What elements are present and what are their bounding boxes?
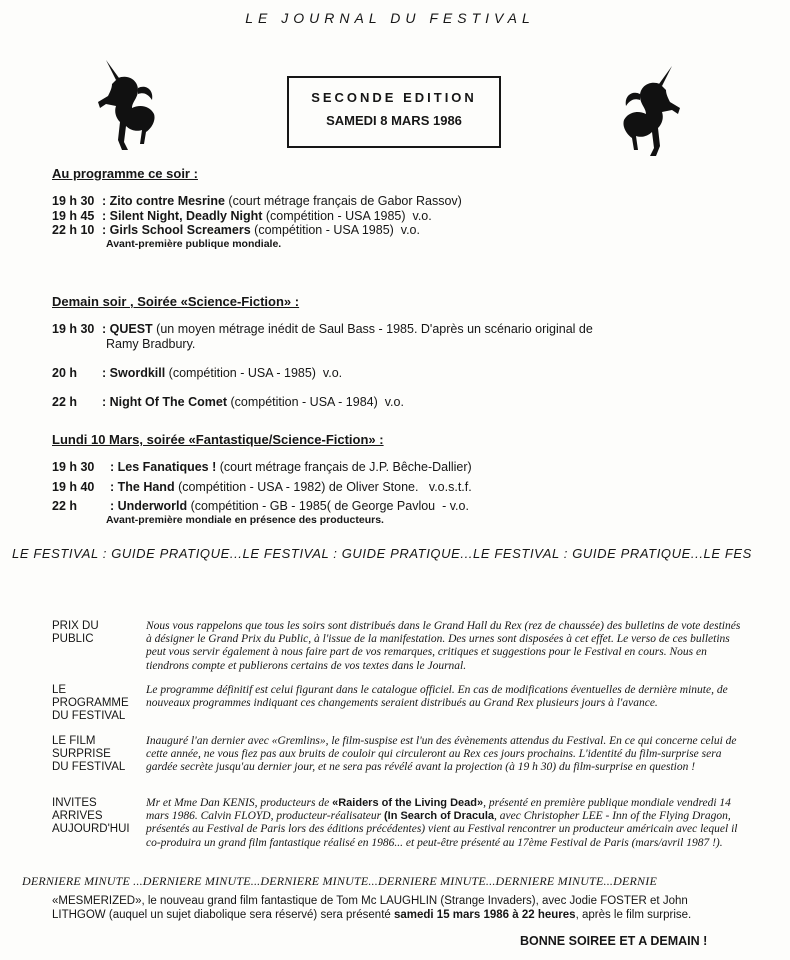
guide-label: LE PROGRAMME DU FESTIVAL [52,684,129,722]
program-line: 22 h 10 : Girls School Screamers (compétition - USA 1985) v.o. [52,223,420,237]
journal-masthead: LE JOURNAL DU FESTIVAL [245,10,535,26]
premiere-note: Avant-première mondiale en présence des producteurs. [106,514,384,526]
tonight-heading: Au programme ce soir : [52,166,198,181]
edition-date: SAMEDI 8 MARS 1986 [326,113,462,128]
program-line: 19 h 40 : The Hand (compétition - USA - 1982) de Oliver Stone. v.o.s.t.f. [52,480,472,494]
last-minute-text: «MESMERIZED», le nouveau grand film fantastique de Tom Mc LAUGHLIN (Strange Invaders), avec Jodie FOSTER et John LITHGOW (auquel un sujet diabolique sera réservé) sera présenté samedi 15 mars 1986 à 22 heures, après le film surprise. [52,895,692,921]
guide-text: Le programme définitif est celui figurant dans le catalogue officiel. En cas de modifications éventuelles de dernière minute, de nouveaux programmes indiquant ces changements seraient distribués au Grand Rex plusieurs jours à l'avance. [146,684,728,710]
guide-label: LE FILM SURPRISE DU FESTIVAL [52,735,126,773]
closing-line: BONNE SOIREE ET A DEMAIN ! [520,934,708,948]
last-minute-banner: DERNIERE MINUTE ...DERNIERE MINUTE...DERNIERE MINUTE...DERNIERE MINUTE...DERNIERE MINUTE...DERNIE [22,874,657,888]
guide-label: PRIX DU PUBLIC [52,620,99,645]
guide-text: Inauguré l'an dernier avec «Gremlins», le film-suspise est l'un des évènements attendus du Festival. En ce qui concerne celui de cette année, ne vous fiez pas aux bruits de couloir qui circuleront au Rex ces jours prochains. L'identité du film-surprise sera gardée secrète jusqu'au dernier jour, et ne sera pas révélé avant la projection (à 19 h 30) du film-surprise en question ! [146,735,737,774]
program-line: 22 h : Night Of The Comet (compétition - USA - 1984) v.o. [52,395,404,409]
unicorn-logo-right [620,64,684,160]
guide-label: INVITES ARRIVES AUJOURD'HUI [52,797,130,835]
guide-text: Mr et Mme Dan KENIS, producteurs de «Raiders of the Living Dead», présenté en première publique mondiale vendredi 14 mars 1986. Calvin FLOYD, producteur-réalisateur (In Search of Dracula, avec Christopher LEE - Inn of the Flying Dragon, présentés au Festival de Paris lors des éditions précédentes) vient au Festival rencontrer un producteur américain avec lequel il co-produira un grand film fantastique réalisé en 1986... et peut-être présenté au 17ème Festival de Paris (mars/avril 1987 !). [146,797,738,849]
monday-heading: Lundi 10 Mars, soirée «Fantastique/Science-Fiction» : [52,432,384,447]
program-line: 19 h 30 : Zito contre Mesrine (court métrage français de Gabor Rassov) [52,194,462,208]
tomorrow-heading: Demain soir , Soirée «Science-Fiction» : [52,294,300,309]
program-line: 19 h 30 : Les Fanatiques ! (court métrage français de J.P. Bêche-Dallier) [52,460,472,474]
unicorn-logo-left [94,58,158,154]
edition-box [287,76,501,148]
program-line: 22 h : Underworld (compétition - GB - 1985( de George Pavlou - v.o. [52,499,469,513]
program-line-continued: Ramy Bradbury. [106,337,196,351]
premiere-note: Avant-première publique mondiale. [106,238,282,250]
guide-banner: LE FESTIVAL : GUIDE PRATIQUE...LE FESTIVAL : GUIDE PRATIQUE...LE FESTIVAL : GUIDE PRATIQUE...LE FES [12,546,752,561]
program-line: 19 h 30 : QUEST (un moyen métrage inédit de Saul Bass - 1985. D'après un scénario original de [52,322,593,336]
edition-title: SECONDE EDITION [311,90,477,105]
program-line: 19 h 45 : Silent Night, Deadly Night (compétition - USA 1985) v.o. [52,209,432,223]
program-line: 20 h : Swordkill (compétition - USA - 1985) v.o. [52,366,343,380]
guide-text: Nous vous rappelons que tous les soirs sont distribués dans le Grand Hall du Rex (rez de chaussée) des bulletins de vote destinés à désigner le Grand Prix du Public, à l'issue de la manifestation. Des urnes sont disposées à cet effet. Le verso de ces bulletins peut vous servir également à nous faire part de vos remarques, critiques et suggestions pour le Festival en cours. Nous en tiendrons compte et publierons certains de vos textes dans le Journal. [146,620,741,672]
